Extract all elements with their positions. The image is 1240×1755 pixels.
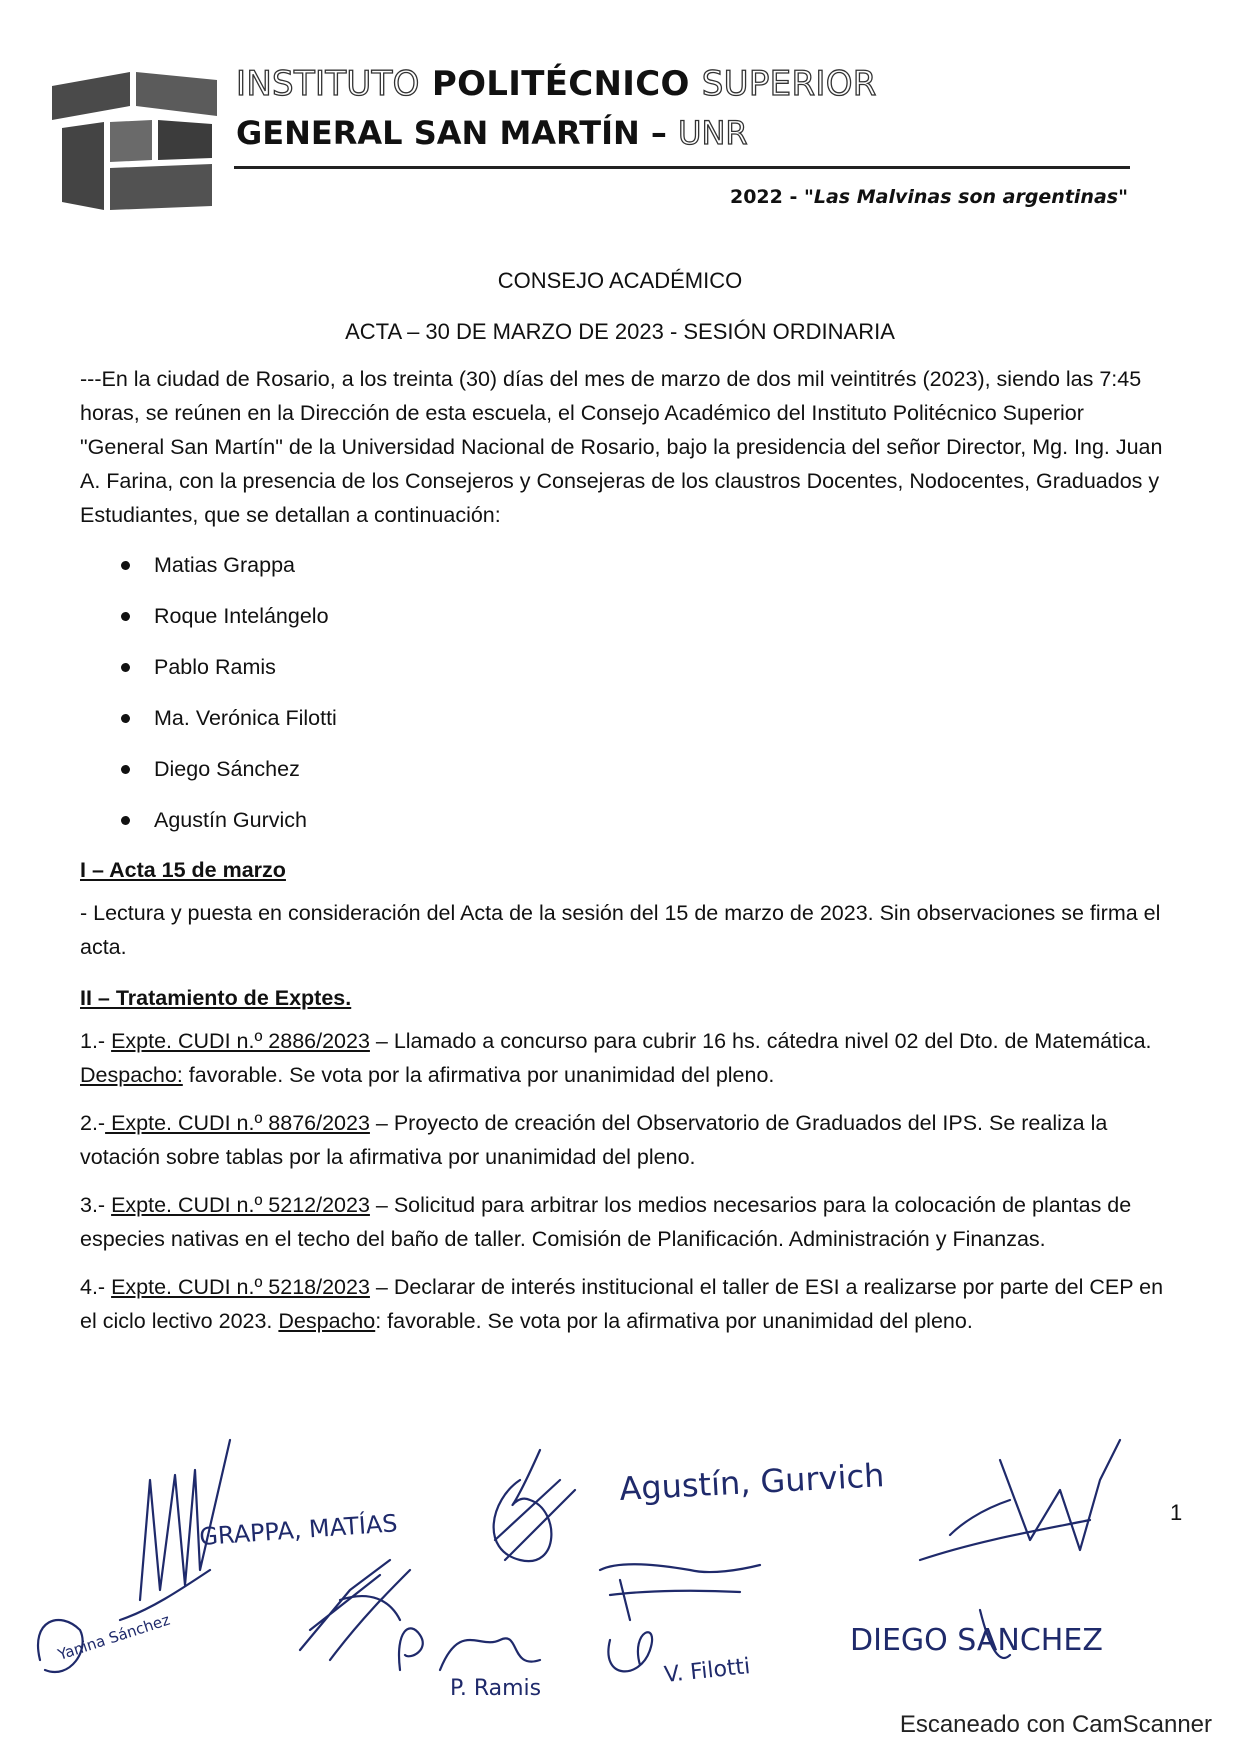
- acta-title: ACTA – 30 DE MARZO DE 2023 - SESIÓN ORDINARIA: [345, 319, 895, 344]
- item-text-end: favorable. Se vota por la afirmativa por unanimidad del pleno.: [182, 1063, 775, 1087]
- institute-word-superior: SUPERIOR: [701, 64, 877, 104]
- institute-word-unr: UNR: [678, 114, 748, 152]
- list-item: [80, 795, 1170, 846]
- item-number: 3.-: [80, 1193, 112, 1217]
- despacho-label: Despacho: [278, 1309, 376, 1333]
- motto-year: 2022 -: [729, 186, 804, 208]
- expte-item-2: [80, 1106, 1170, 1174]
- item-number: 1.-: [80, 1029, 112, 1053]
- signature-yanina-text: Yanina Sánchez: [55, 1610, 173, 1664]
- bullet-icon: [121, 765, 130, 774]
- item-number: 4.-: [80, 1275, 112, 1299]
- council-title: CONSEJO ACADÉMICO: [497, 268, 743, 293]
- header-rule: [234, 166, 1130, 169]
- section1-title: I – Acta 15 de marzo: [80, 858, 286, 882]
- signature-grappa-text: GRAPPA, MATÍAS: [198, 1509, 399, 1551]
- institute-word-politecnico: POLITÉCNICO: [431, 64, 690, 104]
- despacho-label: Despacho:: [80, 1063, 183, 1087]
- institute-name-line2: [236, 114, 748, 152]
- expte-reference: Expte. CUDI n.º 2886/2023: [111, 1029, 370, 1053]
- member-name: Diego Sánchez: [154, 757, 300, 781]
- list-item: [80, 540, 1170, 591]
- expte-reference: Expte. CUDI n.º 5212/2023: [111, 1193, 370, 1217]
- bullet-icon: [121, 663, 130, 672]
- section1-text: - Lectura y puesta en consideración del Acta de la sesión del 15 de marzo de 2023. Sin observaciones se firma el acta.: [80, 901, 1161, 959]
- members-list: [80, 540, 1170, 846]
- page-number: 1: [1170, 1500, 1183, 1525]
- section2-title: II – Tratamiento de Exptes.: [80, 986, 352, 1010]
- signature-gurvich-text: Agustín, Gurvich: [618, 1456, 886, 1508]
- expte-reference: Expte. CUDI n.º 8876/2023: [105, 1111, 370, 1135]
- intro-paragraph: ---En la ciudad de Rosario, a los treinta (30) días del mes de marzo de dos mil veintitrés (2023), siendo las 7:45 horas, se reúnen en la Dirección de esta escuela, el Consejo Académico del Instituto Politécnico Superior "General San Martín" de la Universidad Nacional de Rosario, bajo la presidencia del señor Director, Mg. Ing. Juan A. Farina, con la presencia de los Consejeros y Consejeras de los claustros Docentes, Nodocentes, Graduados y Estudiantes, que se detallan a continuación:: [80, 367, 1163, 527]
- bullet-icon: [121, 561, 130, 570]
- bullet-icon: [121, 612, 130, 621]
- item-number: 2.-: [80, 1111, 106, 1135]
- institute-word-instituto: INSTITUTO: [236, 64, 420, 104]
- institute-logo: [52, 72, 217, 210]
- member-name: Pablo Ramis: [154, 655, 276, 679]
- bullet-icon: [121, 816, 130, 825]
- signature-filotti-text: V. Filotti: [663, 1654, 752, 1688]
- list-item: [80, 591, 1170, 642]
- motto-text: "Las Malvinas son argentinas": [803, 186, 1128, 208]
- item-text: – Solicitud para arbitrar los medios necesarios para la colocación de plantas de especies nativas en el techo del baño de taller. Comisión de Planificación. Administración y Finanzas.: [80, 1193, 1132, 1251]
- header-motto: [730, 186, 1128, 208]
- item-text: – Llamado a concurso para cubrir 16 hs. cátedra nivel 02 del Dto. de Matemática.: [369, 1029, 1152, 1053]
- list-item: [80, 693, 1170, 744]
- expte-reference: Expte. CUDI n.º 5218/2023: [111, 1275, 370, 1299]
- expte-item-4: [80, 1270, 1170, 1338]
- list-item: [80, 642, 1170, 693]
- item-text: – Proyecto de creación del Observatorio de Graduados del IPS. Se realiza la votación sobre tablas por la afirmativa por unanimidad del pleno.: [80, 1111, 1108, 1169]
- bullet-icon: [121, 714, 130, 723]
- institute-name-line1: [236, 64, 877, 104]
- expte-item-3: [80, 1188, 1170, 1256]
- expte-item-1: [80, 1024, 1170, 1092]
- member-name: Matias Grappa: [154, 553, 296, 577]
- item-text-end: : favorable. Se vota por la afirmativa por unanimidad del pleno.: [375, 1309, 973, 1333]
- institute-separator: –: [650, 114, 667, 152]
- document-body: [80, 362, 1170, 1352]
- signatures-area: [0, 1420, 1240, 1710]
- institute-word-general-san-martin: GENERAL SAN MARTÍN: [236, 114, 640, 152]
- signature-sanchez-text: DIEGO SANCHEZ: [850, 1623, 1103, 1658]
- list-item: [80, 744, 1170, 795]
- member-name: Agustín Gurvich: [154, 808, 307, 832]
- member-name: Ma. Verónica Filotti: [154, 706, 337, 730]
- item-text: – Declarar de interés institucional el taller de ESI a realizarse por parte del CEP en el ciclo lectivo 2023.: [80, 1275, 1164, 1333]
- camscanner-footer: Escaneado con CamScanner: [899, 1711, 1212, 1738]
- member-name: Roque Intelángelo: [154, 604, 329, 628]
- signature-ramis-text: P. Ramis: [450, 1676, 542, 1701]
